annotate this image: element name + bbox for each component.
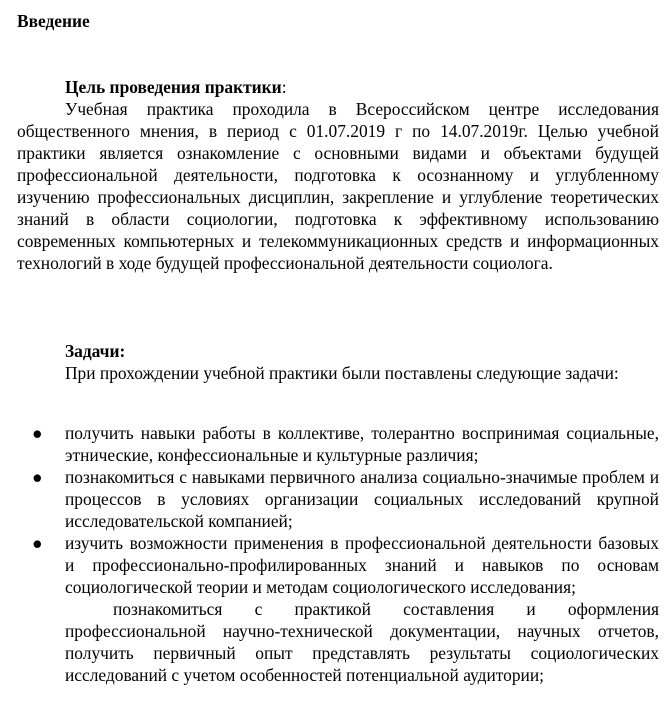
- bullet-icon: ●: [32, 423, 43, 443]
- tasks-heading: Задачи:: [65, 341, 126, 361]
- task-item: [17, 466, 659, 532]
- goal-heading: [65, 76, 287, 98]
- task-text: познакомиться с навыками первичного анализа социально-значимые проблем и процессов в условиях организации социальных исследований крупной исследовательской компанией;: [65, 467, 659, 531]
- goal-paragraph: Учебная практика проходила в Всероссийском центре исследования общественного мнения, в период с 01.07.2019 г по 14.07.2019г. Целью учебной практики является ознакомление с основными видами и объектами будущей профессиональной деятельности, подготовка к осознанному и углубленному изучению профессиональных дисциплин, закрепление и углубление теоретических знаний в области социологии, подготовка к эффективному использованию современных компьютерных и телекоммуникационных средств и информационных технологий в ходе будущей профессиональной деятельности социолога.: [17, 99, 659, 273]
- bullet-icon: ●: [32, 533, 43, 553]
- task-item: [17, 532, 659, 598]
- task-continuation-text: познакомиться с практикой составления и оформления профессиональной научно-технической документации, научных отчетов, получить первичный опыт представлять результаты социологических исследований с учетом особенностей потенциальной аудитории;: [65, 599, 659, 685]
- bullet-icon: ●: [32, 467, 43, 487]
- task-text: изучить возможности применения в профессиональной деятельности базовых и профессионально-профилированных знаний и навыков по основам социологической теории и методам социологического исследования;: [65, 533, 659, 597]
- tasks-list: [17, 422, 659, 686]
- goal-heading-text: Цель проведения практики: [65, 77, 282, 97]
- task-continuation-item: [17, 598, 659, 686]
- tasks-intro-paragraph: При прохождении учебной практики были поставлены следующие задачи:: [65, 363, 619, 383]
- task-text: получить навыки работы в коллективе, толерантно воспринимая социальные, этнические, конфессиональные и культурные различия;: [65, 423, 659, 465]
- goal-heading-colon: :: [281, 77, 287, 97]
- intro-heading: Введение: [17, 11, 90, 31]
- task-item: [17, 422, 659, 466]
